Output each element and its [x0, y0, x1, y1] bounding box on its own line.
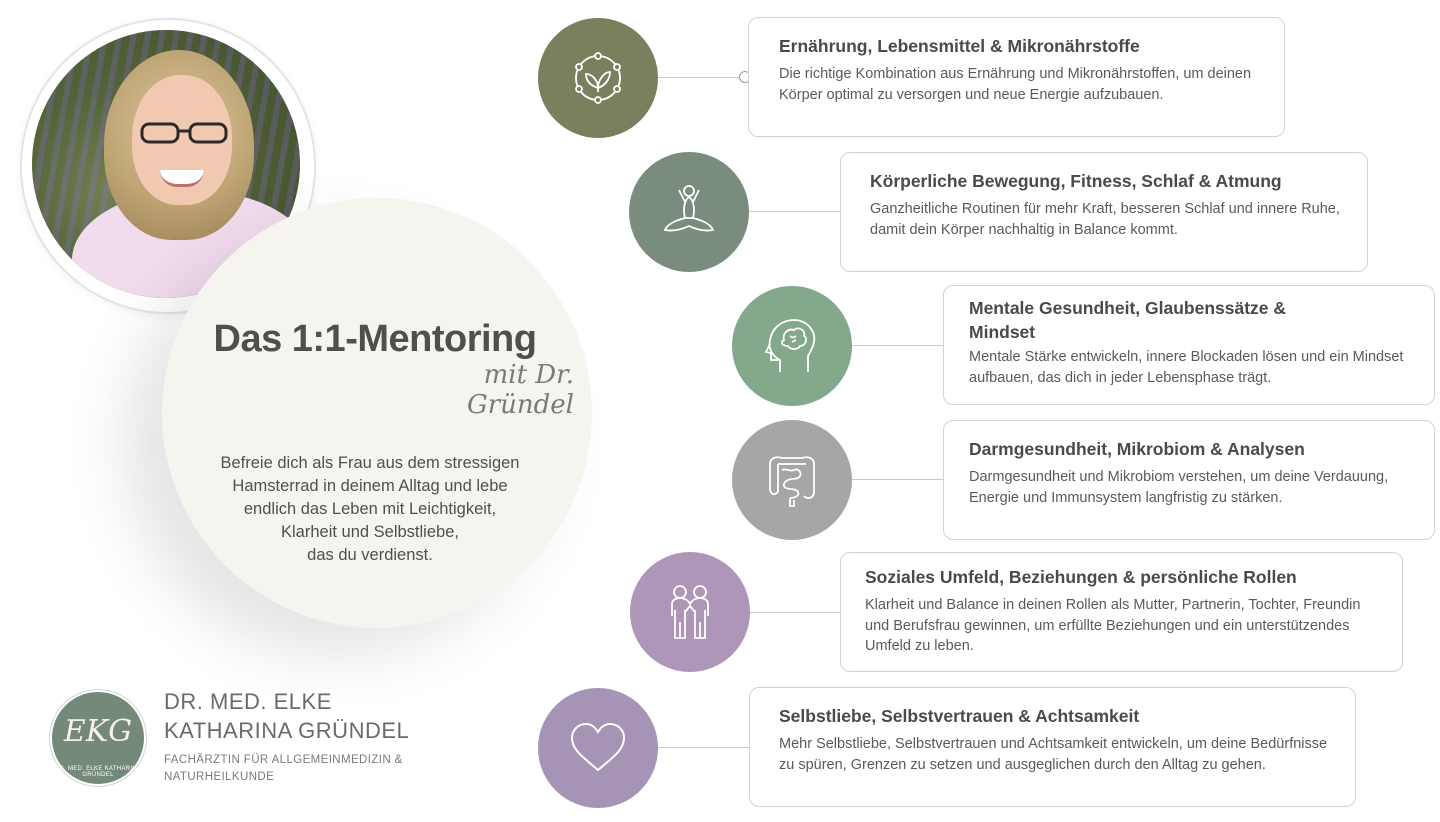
topic-description: Klarheit und Balance in deinen Rollen als Mutter, Partnerin, Tochter, Freundin und Berufsfrau gewinnen, um erfüllte Beziehungen und ein unterstützendes Umfeld zu leben.	[865, 597, 1361, 654]
logo-monogram: EKG	[63, 714, 133, 749]
brand-logo	[50, 690, 146, 786]
brain-head-icon	[760, 314, 824, 378]
connector-line	[658, 77, 742, 78]
connector-line	[658, 747, 750, 748]
topic-title: Darmgesundheit, Mikrobiom & Analysen	[969, 439, 1305, 459]
doctor-name-line2: KATHARINA GRÜNDEL	[164, 718, 410, 743]
topic-circle-selflove	[538, 688, 658, 808]
topic-description: Darmgesundheit und Mikrobiom verstehen, um deine Verdauung, Energie und Immunsystem langfristig zu stärken.	[969, 469, 1389, 506]
topic-circle-movement	[629, 152, 749, 272]
yoga-meditation-icon	[657, 180, 721, 244]
topic-card-gut	[943, 420, 1435, 540]
topic-title: Mentale Gesundheit, Glaubenssätze & Mindset	[969, 298, 1287, 342]
doctor-name-line1: DR. MED. ELKE	[164, 689, 332, 714]
script-subtitle: mit Dr. Gründel	[466, 360, 574, 420]
people-pair-icon	[658, 580, 722, 644]
topic-description: Mentale Stärke entwickeln, innere Blockaden lösen und ein Mindset aufbauen, das dich in jeder Lebensphase trägt.	[969, 349, 1404, 386]
topic-title: Ernährung, Lebensmittel & Mikronährstoffe	[779, 36, 1140, 56]
connector-line	[749, 211, 841, 212]
topic-card-social	[840, 552, 1403, 672]
topic-description: Die richtige Kombination aus Ernährung und Mikronährstoffen, um deinen Körper optimal zu versorgen und neue Energie aufzubauen.	[779, 66, 1252, 103]
logo-ring-text: DR. MED. ELKE KATHARINA GRÜNDEL	[54, 766, 142, 778]
topic-title: Soziales Umfeld, Beziehungen & persönliche Rollen	[865, 567, 1297, 587]
topic-circle-nutrition	[538, 18, 658, 138]
intro-text: Befreie dich als Frau aus dem stressigen Hamsterrad in deinem Alltag und lebe endlich das Leben mit Leichtigkeit, Klarheit und Selbstliebe, das du verdienst.	[220, 454, 520, 564]
topic-circle-gut	[732, 420, 852, 540]
topic-card-movement	[840, 152, 1368, 272]
connector-line	[750, 612, 842, 613]
topic-title: Körperliche Bewegung, Fitness, Schlaf & Atmung	[870, 171, 1282, 191]
doctor-specialty: FACHÄRZTIN FÜR ALLGEMEINMEDIZIN & NATURHEILKUNDE	[164, 754, 403, 783]
topic-description: Mehr Selbstliebe, Selbstvertrauen und Achtsamkeit entwickeln, um deine Bedürfnisse zu spüren, Grenzen zu setzen und ausgeglichen durch den Alltag zu gehen.	[779, 736, 1328, 773]
topic-circle-mental	[732, 286, 852, 406]
topic-card-nutrition	[748, 17, 1285, 137]
topic-circle-social	[630, 552, 750, 672]
leaf-cycle-icon	[566, 46, 630, 110]
topic-title: Selbstliebe, Selbstvertrauen & Achtsamkeit	[779, 706, 1140, 726]
connector-line	[852, 345, 944, 346]
topic-card-mental	[943, 285, 1435, 405]
topic-description: Ganzheitliche Routinen für mehr Kraft, besseren Schlaf und innere Ruhe, damit dein Körper nachhaltig in Balance kommt.	[870, 201, 1340, 238]
intestine-icon	[760, 448, 824, 512]
topic-card-selflove	[749, 687, 1356, 807]
heart-icon	[566, 716, 630, 780]
page-title: Das 1:1-Mentoring	[213, 318, 537, 360]
connector-line	[852, 479, 944, 480]
